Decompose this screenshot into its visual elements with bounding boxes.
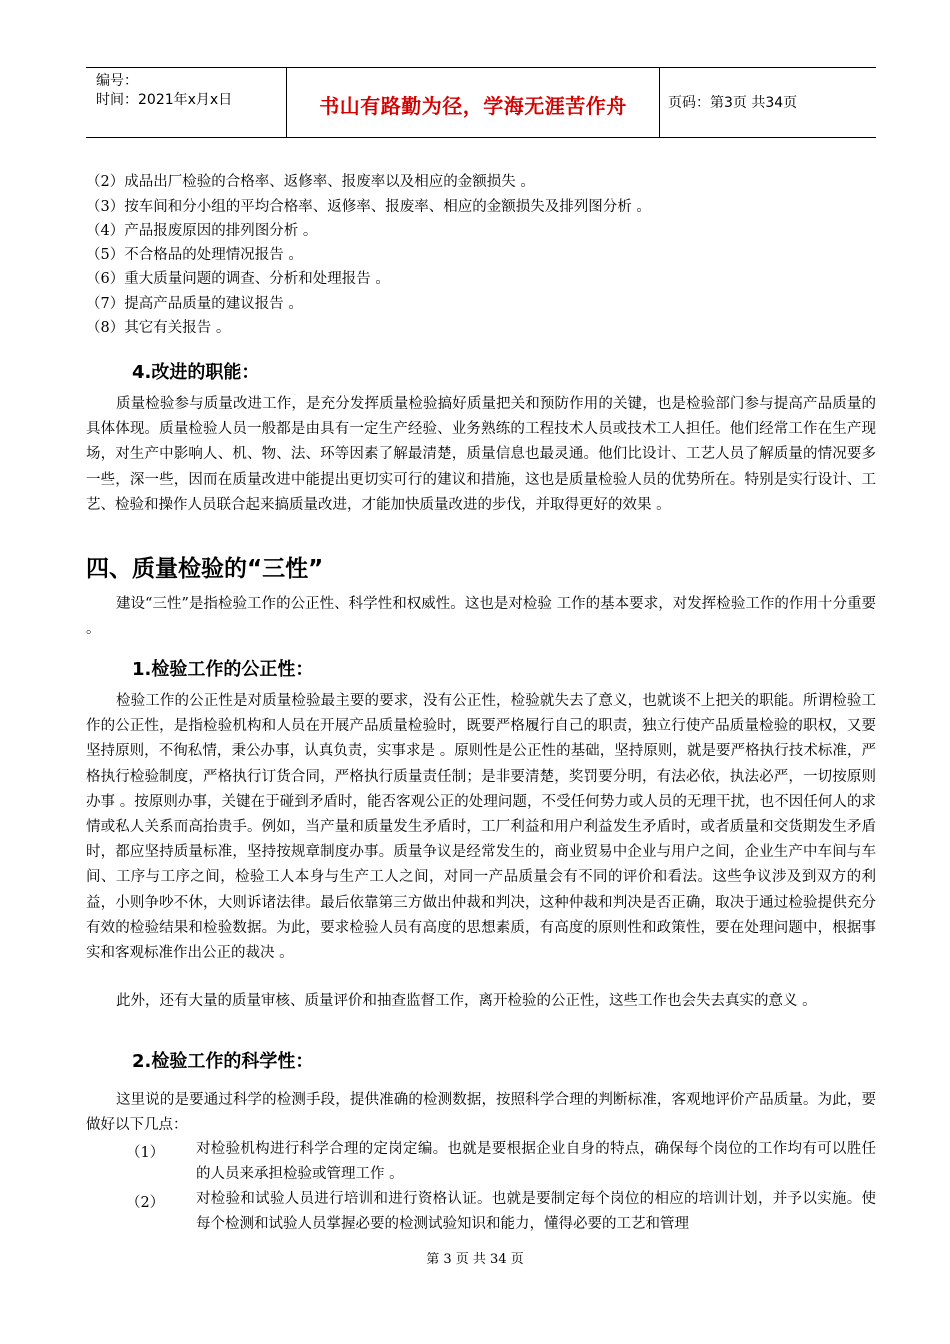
list-item: （3）按车间和分小组的平均合格率、返修率、报废率、相应的金额损失及排列图分析 。 xyxy=(86,199,651,215)
page-label: 页码：第3页 共34页 xyxy=(668,95,798,111)
paragraph: 检验工作的公正性是对质量检验最主要的要求，没有公正性，检验就失去了意义，也就谈不上把关的职能。所谓检验工作的公正性，是指检验机构和人员在开展产品质量检验时，既要严格履行自己的职责，独立行使产品质量检验的职权，又要坚持原则，不徇私情，秉公办事，认真负责，实事求是 。原则性是公正性的基础，坚持原则，就是要严格执行技术标准，严格执行检验制度，严格执行订货合同，严格执行质量责任制；是非要清楚，奖罚要分明，有法必依，执法必严，一切按原则办事 。按原则办事，关键在于碰到矛盾时，能否客观公正的处理问题，不受任何势力或人员的无理干扰，也不因任何人的求情或私人关系而高抬贵手。例如，当产量和质量发生矛盾时，工厂利益和用户利益发生矛盾时，或者质量和交货期发生矛盾时，都应坚持质量标准，坚持按规章制度办事。质量争议是经常发生的，商业贸易中企业与用户之间，企业生产中车间与车间、工序与工序之间，检验工人本身与生产工人之间，对同一产品质量会有不同的评价和看法。这些争议涉及到双方的利益，小则争吵不休，大则诉诸法律。最后依靠第三方做出仲裁和判决，这种仲裁和判决是否正确，取决于通过检验提供充分有效的检验结果和检验数据。为此，要求检验人员有高度的思想素质，有高度的原则性和政策性，要在处理问题中，根据事实和客观标准作出公正的裁决 。 xyxy=(86,693,876,962)
list-item: （2）成品出厂检验的合格率、返修率、报废率以及相应的金额损失 。 xyxy=(86,174,535,190)
item-number: （2） xyxy=(126,1195,165,1211)
section-heading: 4.改进的职能： xyxy=(132,362,260,383)
section-heading: 1.检验工作的公正性： xyxy=(132,659,314,680)
numbered-item: 对检验和试验人员进行培训和进行资格认证。也就是要制定每个岗位的相应的培训计划，并予以实施。使每个检测和试验人员掌握必要的检测试验知识和能力，懂得必要的工艺和管理 xyxy=(196,1191,876,1233)
chapter-heading: 四、质量检验的“三性” xyxy=(86,556,324,582)
page-footer: 第 3 页 共 34 页 xyxy=(426,1252,524,1267)
header-table xyxy=(86,67,876,138)
paragraph: 建设“三性”是指检验工作的公正性、科学性和权威性。这也是对检验 工作的基本要求，对发挥检验工作的作用十分重要 。 xyxy=(86,596,876,638)
section-heading: 2.检验工作的科学性： xyxy=(132,1051,314,1072)
list-item: （4）产品报废原因的排列图分析 。 xyxy=(86,223,318,239)
list-item: （7）提高产品质量的建议报告 。 xyxy=(86,296,303,312)
list-item: （5）不合格品的处理情况报告 。 xyxy=(86,247,303,263)
paragraph: 这里说的是要通过科学的检测手段，提供准确的检测数据，按照科学合理的判断标准，客观地评价产品质量。为此，要做好以下几点： xyxy=(86,1092,876,1134)
paragraph: 此外，还有大量的质量审核、质量评价和抽查监督工作，离开检验的公正性，这些工作也会失去真实的意义 。 xyxy=(116,993,817,1009)
numbered-item: 对检验机构进行科学合理的定岗定编。也就是要根据企业自身的特点，确保每个岗位的工作均有可以胜任的人员来承担检验或管理工作 。 xyxy=(196,1141,876,1183)
header-motto-cell xyxy=(286,68,660,137)
paragraph: 质量检验参与质量改进工作，是充分发挥质量检验搞好质量把关和预防作用的关键，也是检验部门参与提高产品质量的具体体现。质量检验人员一般都是由具有一定生产经验、业务熟练的工程技术人员或技术工人担任。他们经常工作在生产现场，对生产中影响人、机、物、法、环等因素了解最清楚，质量信息也最灵通。他们比设计、工艺人员了解质量的情况要多一些，深一些，因而在质量改进中能提出更切实可行的建议和措施，这也是质量检验人员的优势所在。特别是实行设计、工艺、检验和操作人员联合起来搞质量改进，才能加快质量改进的步伐，并取得更好的效果 。 xyxy=(86,396,876,513)
header-left-cell xyxy=(86,68,286,137)
number-label: 编号： xyxy=(96,73,138,89)
motto: 书山有路勤为径，学海无涯苦作舟 xyxy=(319,94,627,118)
time-label: 时间：2021年x月x日 xyxy=(96,92,233,108)
list-item: （8）其它有关报告 。 xyxy=(86,320,231,336)
item-number: （1） xyxy=(126,1145,165,1161)
list-item: （6）重大质量问题的调查、分析和处理报告 。 xyxy=(86,271,390,287)
